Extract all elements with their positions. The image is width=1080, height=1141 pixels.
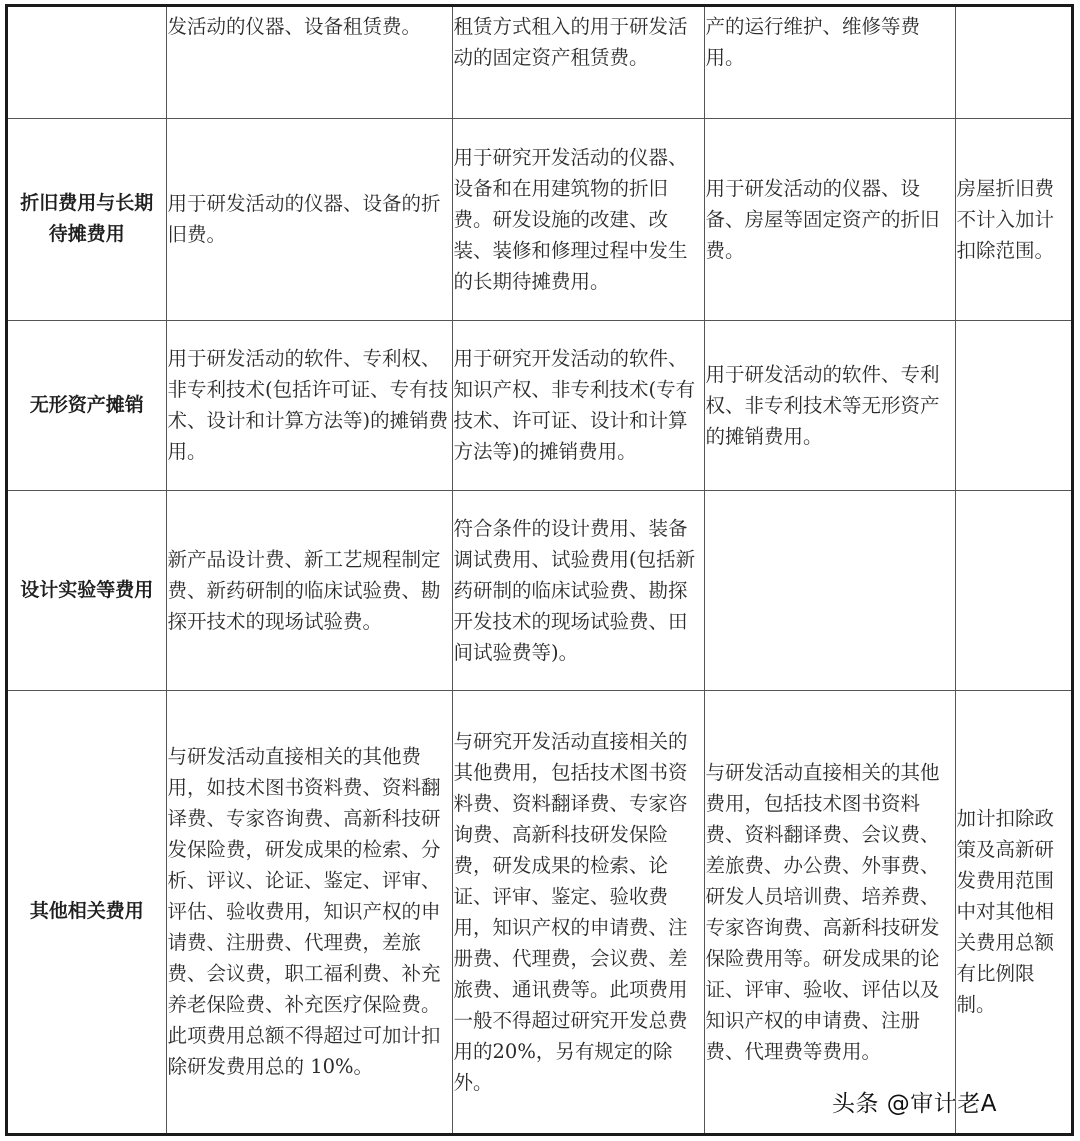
category-cell [8,7,166,118]
cell-col5 [955,7,1071,118]
cell-col3: 符合条件的设计费用、装备调试费用、试验费用(包括新药研制的临床试验费、勘探开发技术的现场试验费、田间试验费等)。 [452,490,704,690]
cell-col3: 用于研究开发活动的软件、知识产权、非专利技术(专有技术、许可证、设计和计算方法等)的摊销费用。 [452,320,704,490]
cell-col4: 用于研发活动的仪器、设备、房屋等固定资产的折旧费。 [704,118,955,320]
cell-col2: 用于研发活动的仪器、设备的折旧费。 [166,118,452,320]
cell-col4: 与研发活动直接相关的其他费用，包括技术图书资料费、资料翻译费、会议费、差旅费、办公费、外事费、研发人员培训费、培养费、专家咨询费、高新科技研发保险费用等。研发成果的论证、评审、验收、评估以及知识产权的申请费、注册费、代理费等费用。 [704,690,955,1133]
category-cell: 折旧费用与长期待摊费用 [8,118,166,320]
cell-col3: 租赁方式租入的用于研发活动的固定资产租赁费。 [452,7,704,118]
cell-col5: 加计扣除政策及高新研发费用范围中对其他相关费用总额有比例限制。 [955,690,1071,1133]
category-cell: 其他相关费用 [8,690,166,1133]
cell-col2: 用于研发活动的软件、专利权、非专利技术(包括许可证、专有技术、设计和计算方法等)的摊销费用。 [166,320,452,490]
cell-col3: 用于研究开发活动的仪器、设备和在用建筑物的折旧费。研发设施的改建、改装、装修和修理过程中发生的长期待摊费用。 [452,118,704,320]
cell-col2: 新产品设计费、新工艺规程制定费、新药研制的临床试验费、勘探开技术的现场试验费。 [166,490,452,690]
table-row [8,490,1071,690]
table-row [8,7,1071,118]
cell-col2: 与研发活动直接相关的其他费用，如技术图书资料费、资料翻译费、专家咨询费、高新科技研发保险费，研发成果的检索、分析、评议、论证、鉴定、评审、评估、验收费用，知识产权的申请费、注册费、代理费，差旅费、会议费，职工福利费、补充养老保险费、补充医疗保险费。此项费用总额不得超过可加计扣除研发费用总的 10%。 [166,690,452,1133]
cell-col5 [955,320,1071,490]
cell-col2: 发活动的仪器、设备租赁费。 [166,7,452,118]
category-cell: 无形资产摊销 [8,320,166,490]
watermark: 头条 @审计老A [832,1091,998,1117]
cell-col4: 产的运行维护、维修等费用。 [704,7,955,118]
cell-col4 [704,490,955,690]
category-cell: 设计实验等费用 [8,490,166,690]
cell-col5 [955,490,1071,690]
expense-comparison-table [8,7,1071,1133]
table-row [8,320,1071,490]
cell-col3: 与研究开发活动直接相关的其他费用，包括技术图书资料费、资料翻译费、专家咨询费、高新科技研发保险费，研发成果的检索、论证、评审、鉴定、验收费用，知识产权的申请费、注册费、代理费，会议费、差旅费、通讯费等。此项费用一般不得超过研究开发总费用的20%，另有规定的除外。 [452,690,704,1133]
cell-col5: 房屋折旧费不计入加计扣除范围。 [955,118,1071,320]
table-row [8,690,1071,1133]
expense-comparison-table-container [5,4,1074,1136]
cell-col4: 用于研发活动的软件、专利权、非专利技术等无形资产的摊销费用。 [704,320,955,490]
table-row [8,118,1071,320]
